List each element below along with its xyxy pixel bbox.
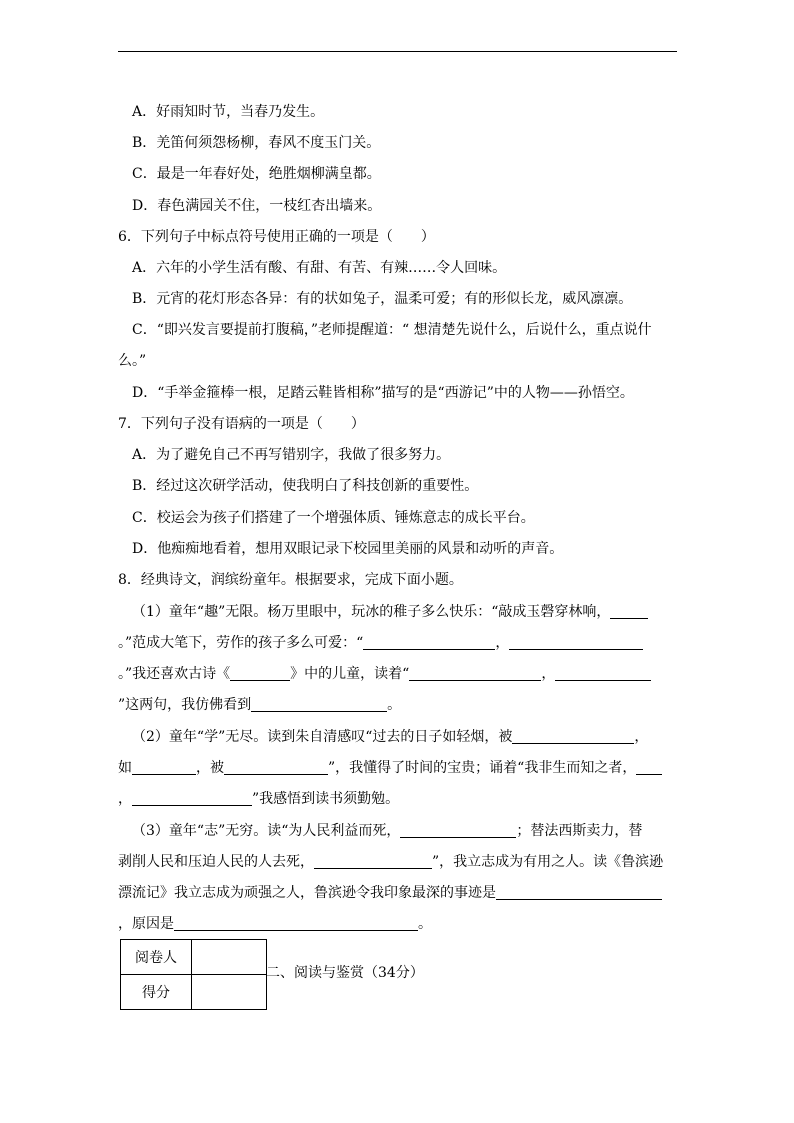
q8-part2-text-g: ”我感悟到读书须勤勉。 (252, 791, 400, 807)
q5-option-b: B．羌笛何须怨杨柳，春风不度玉门关。 (132, 135, 381, 151)
reviewer-label: 阅卷人 (121, 940, 192, 975)
reviewer-cell[interactable] (192, 940, 267, 975)
q8-part2-text-a: （2）童年“学”无尽。读到朱自清感叹“过去的日子如轻烟，被 (132, 729, 513, 745)
q8-part3-text-c: 剥削人民和压迫人民的人去死， (118, 854, 314, 870)
q8-part3-text-e: 漂流记》我立志成为顽强之人，鲁滨逊令我印象最深的事迹是 (118, 885, 496, 901)
score-table (120, 939, 267, 1010)
answer-blank[interactable] (174, 915, 418, 931)
q8-stem: 8．经典诗文，润缤纷童年。根据要求，完成下面小题。 (118, 572, 463, 588)
q8-part1-line4 (118, 695, 401, 715)
q8-part1-comma: ， (495, 635, 510, 651)
section-title: 二、阅读与鉴赏（34分） (266, 965, 424, 981)
q8-part3-text-a: （3）童年“志”无穷。读“为人民利益而死， (132, 823, 401, 839)
q7-option-a: A．为了避免自己不再写错别字，我做了很多努力。 (132, 447, 451, 463)
q8-part2-text-d: ，被 (196, 760, 224, 776)
q8-part1-text-b: 。”范成大笔下，劳作的孩子多么可爱：“ (118, 635, 364, 651)
q8-part3-line3 (118, 883, 662, 903)
answer-blank[interactable] (314, 853, 432, 869)
q6-stem: 6．下列句子中标点符号使用正确的一项是（ ） (118, 229, 435, 245)
q8-part2-text-e: ”，我懂得了时间的宝贵；诵着“我非生而知之者， (328, 760, 637, 776)
q8-part1-line2 (118, 633, 643, 653)
q8-part3-line4 (118, 914, 432, 934)
q7-stem: 7．下列句子没有语病的一项是（ ） (118, 416, 365, 432)
q5-option-d: D．春色满园关不住，一枝红杏出墙来。 (132, 198, 382, 214)
q8-part2-line2 (118, 758, 662, 778)
answer-blank[interactable] (132, 759, 196, 775)
answer-blank[interactable] (496, 884, 662, 900)
q8-part3-text-d: ”，我立志成为有用之人。读《鲁滨逊 (432, 854, 664, 870)
q8-part1-line1 (132, 602, 648, 622)
q8-part1-text-d: 。”我还喜欢古诗《 (118, 666, 231, 682)
header-rule (118, 51, 677, 52)
answer-blank[interactable] (400, 822, 516, 838)
answer-blank[interactable] (224, 759, 328, 775)
q8-part3-text-b: ；替法西斯卖力，替 (516, 823, 643, 839)
q5-option-c: C．最是一年春好处，绝胜烟柳满皇都。 (132, 166, 381, 182)
q5-option-a: A．好雨知时节，当春乃发生。 (132, 104, 325, 120)
q7-option-d: D．他痴痴地看着，想用双眼记录下校园里美丽的风景和动听的声音。 (132, 541, 564, 557)
answer-blank[interactable] (132, 790, 252, 806)
q8-part3-text-f: ，原因是 (118, 916, 174, 932)
q6-option-b: B．元宵的花灯形态各异：有的状如兔子，温柔可爱；有的形似长龙，威风凛凛。 (132, 291, 633, 307)
q8-part1-text-a: （1）童年“趣”无限。杨万里眼中，玩冰的稚子多么快乐：“敲成玉磬穿林响， (132, 604, 611, 620)
q6-option-c-line2: 么。” (118, 353, 147, 369)
q8-part1-line3 (118, 664, 651, 684)
q8-part2-text-f: ， (118, 791, 132, 807)
score-label: 得分 (121, 975, 192, 1010)
q8-part1-text-g: ”这两句，我仿佛看到 (118, 697, 252, 713)
answer-blank[interactable] (251, 696, 387, 712)
q8-part3-line2 (118, 852, 663, 872)
answer-blank[interactable] (409, 665, 541, 681)
answer-blank[interactable] (230, 665, 290, 681)
score-cell[interactable] (192, 975, 267, 1010)
q6-option-c-line1: C．“即兴发言要提前打腹稿，”老师提醒道：“ 想清楚先说什么，后说什么，重点说什 (132, 322, 652, 338)
answer-blank[interactable] (509, 634, 643, 650)
q6-option-d: D．“手举金箍棒一根，足踏云鞋皆相称”描写的是“西游记”中的人物——孙悟空。 (132, 385, 634, 401)
q8-part3-text-g: 。 (418, 916, 432, 932)
answer-blank[interactable] (512, 728, 634, 744)
answer-blank[interactable] (610, 603, 648, 619)
q8-part3-line1 (132, 821, 642, 841)
q8-part2-text-b: ， (634, 729, 649, 745)
q8-part2-line3 (118, 789, 399, 809)
answer-blank[interactable] (555, 665, 651, 681)
q7-option-c: C．校运会为孩子们搭建了一个增强体质、锤炼意志的成长平台。 (132, 510, 535, 526)
q6-option-a: A．六年的小学生活有酸、有甜、有苦、有辣……令人回味。 (132, 260, 507, 276)
answer-blank[interactable] (363, 634, 495, 650)
q8-part2-text-c: 如 (118, 760, 132, 776)
q8-part1-text-h: 。 (387, 697, 402, 713)
q8-part1-text-e: 》中的儿童，读着“ (290, 666, 410, 682)
q8-part2-line1 (132, 727, 648, 747)
q7-option-b: B．经过这次研学活动，使我明白了科技创新的重要性。 (132, 478, 479, 494)
q8-part1-comma2: ， (541, 666, 556, 682)
answer-blank[interactable] (636, 759, 662, 775)
